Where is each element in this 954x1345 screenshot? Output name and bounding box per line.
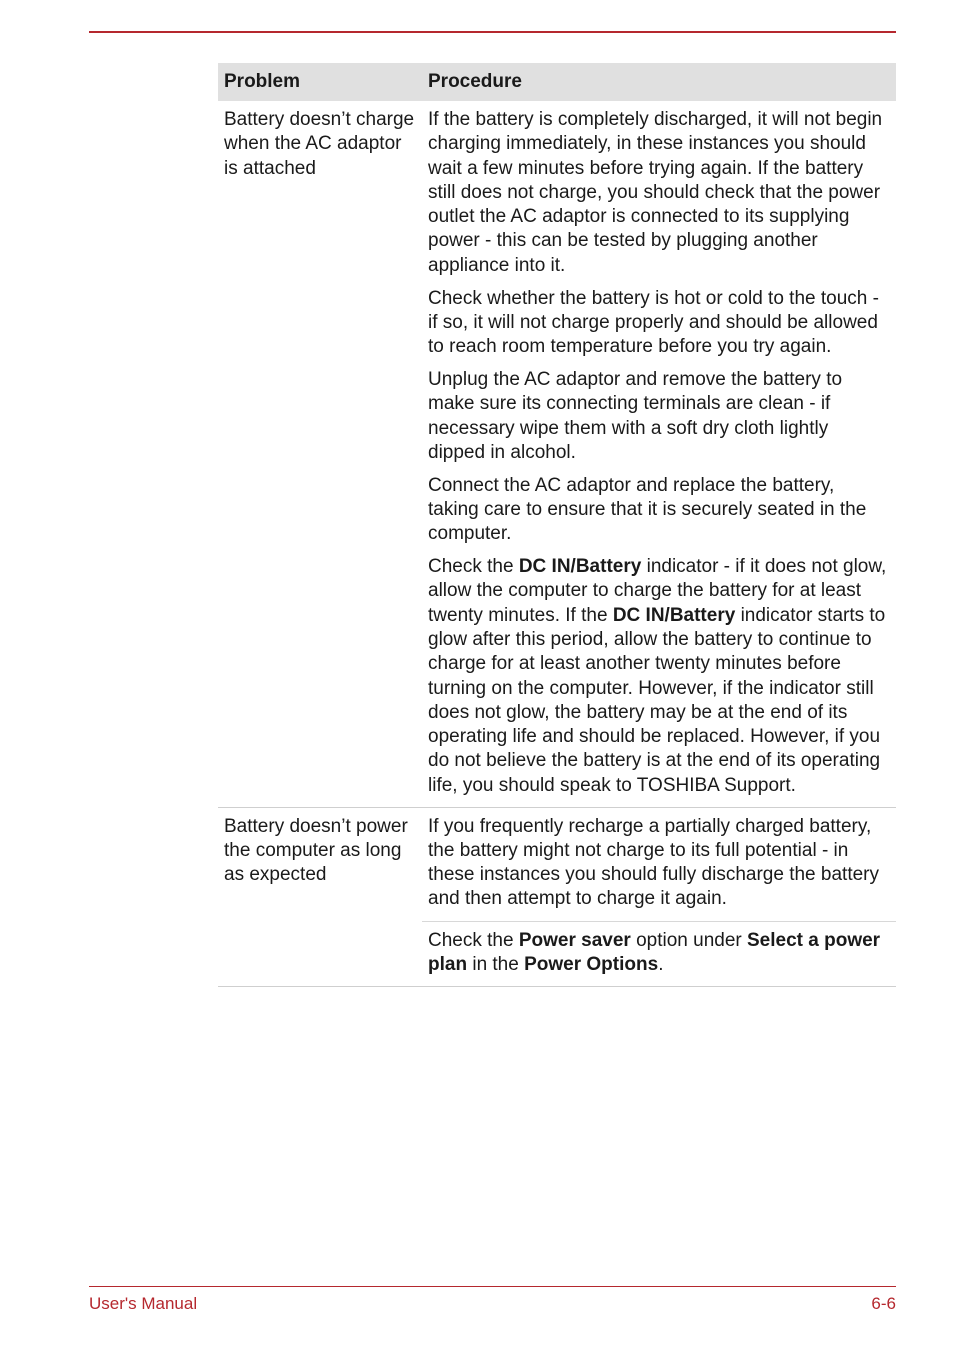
table-header bbox=[218, 63, 896, 101]
procedure-subrow bbox=[422, 922, 896, 987]
troubleshooting-table bbox=[218, 63, 896, 987]
procedure-paragraph bbox=[422, 287, 896, 360]
text-segment: Connect the AC adaptor and replace the battery, taking care to ensure that it is securely seated in the computer. bbox=[428, 474, 867, 545]
text-segment: . bbox=[658, 954, 664, 975]
bold-term: Power saver bbox=[518, 929, 631, 951]
procedure-paragraph bbox=[422, 474, 896, 547]
problem-cell: Battery doesn’t power the computer as long as expected bbox=[224, 815, 408, 886]
text-segment: indicator - if it does not glow, allow the computer to charge the battery for at least twenty minutes. If the bbox=[428, 556, 887, 626]
bold-term: DC IN/Battery bbox=[612, 604, 736, 626]
text-segment: Check whether the battery is hot or cold to the touch - if so, it will not charge properly and should be allowed to reach room temperature before you try again. bbox=[428, 287, 879, 358]
table-row bbox=[218, 101, 896, 808]
procedure-cell bbox=[422, 808, 896, 987]
procedure-paragraph bbox=[422, 101, 896, 278]
text-segment: Check the bbox=[428, 556, 519, 578]
header-problem: Problem bbox=[224, 71, 301, 92]
procedure-paragraph bbox=[422, 368, 896, 465]
bold-term: DC IN/Battery bbox=[518, 556, 642, 578]
problem-cell: Battery doesn’t charge when the AC adaptor is attached bbox=[224, 109, 415, 179]
header-procedure: Procedure bbox=[428, 71, 522, 92]
footer-page-number: 6-6 bbox=[871, 1294, 896, 1313]
text-segment: If you frequently recharge a partially charged battery, the battery might not charge to its full potential - in these instances you should fully discharge the battery and then attempt to charge it again. bbox=[428, 815, 879, 910]
procedure-paragraph bbox=[422, 555, 896, 798]
text-segment: option under bbox=[630, 929, 747, 951]
bold-term: Power Options bbox=[524, 954, 659, 975]
bottom-rule bbox=[89, 1286, 896, 1287]
footer-manual-title: User's Manual bbox=[89, 1294, 198, 1313]
procedure-subrow bbox=[422, 808, 896, 922]
text-segment: in the bbox=[467, 954, 525, 975]
table-row bbox=[218, 808, 896, 988]
text-segment: Unplug the AC adaptor and remove the battery to make sure its connecting terminals are clean - if necessary wipe them with a soft dry cloth lightly dipped in alcohol. bbox=[428, 368, 843, 463]
text-segment: indicator starts to glow after this period, allow the battery to continue to charge for at least another twenty minutes before turning on the computer. However, if the indicator still does not glow, the battery may be at the end of its operating life and should be replaced. However, if you do not believe the battery is at the end of its operating life, you should speak to TOSHIBA Support. bbox=[428, 604, 886, 796]
procedure-cell bbox=[422, 101, 896, 807]
text-segment: If the battery is completely discharged, it will not begin charging immediately, in these instances you should wait a few minutes before trying again. If the battery still does not charge, you should check that the power outlet the AC adaptor is connected to its supplying power - this can be tested by plugging another appliance into it. bbox=[428, 109, 883, 276]
bold-term: Select a power plan bbox=[428, 929, 881, 975]
top-rule bbox=[89, 31, 896, 33]
text-segment: Check the bbox=[428, 929, 519, 951]
